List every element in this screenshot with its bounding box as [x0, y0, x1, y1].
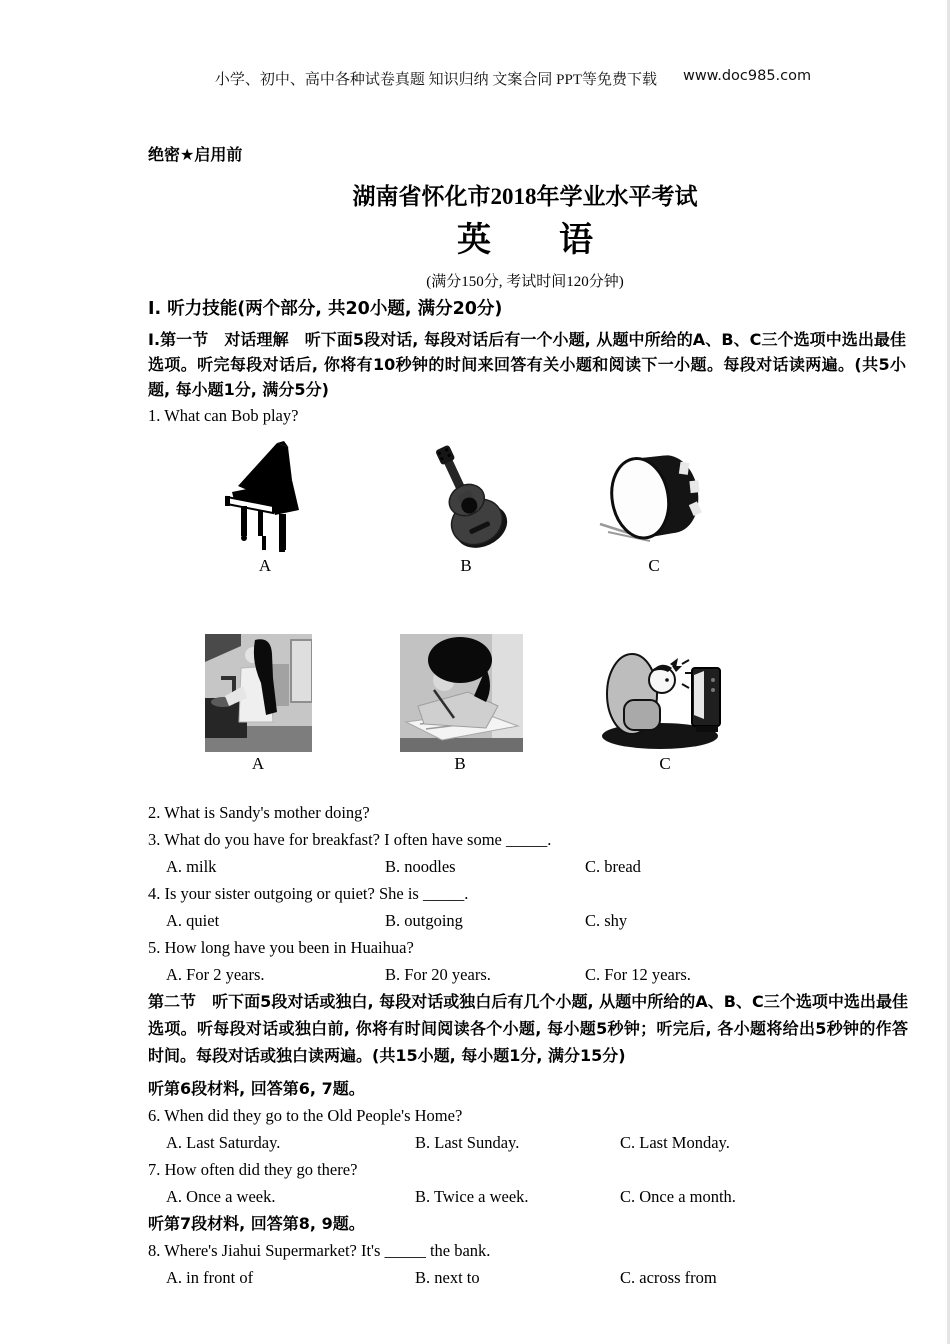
option-b: B. outgoing — [385, 911, 463, 930]
question-8: 8. Where's Jiahui Supermarket? It's _____ the bank. — [148, 1241, 491, 1260]
question-7-options — [148, 1183, 908, 1210]
option-c: C. bread — [585, 857, 641, 876]
question-1: 1. What can Bob play? — [148, 406, 299, 425]
drum-image — [596, 444, 710, 552]
option-b: B. For 20 years. — [385, 965, 491, 984]
child-watching-tv-image — [598, 640, 726, 752]
promo-text: 小学、初中、高中各种试卷真题 知识归纳 文案合同 PPT等免费下载 — [214, 72, 657, 88]
exam-meta: (满分150分, 考试时间120分钟) — [426, 274, 624, 290]
option-label-c: C — [648, 556, 660, 575]
option-b: B. Twice a week. — [415, 1187, 529, 1206]
option-a: A. milk — [166, 857, 217, 876]
question-3: 3. What do you have for breakfast? I often have some _____. — [148, 830, 552, 849]
option-c: C. across from — [620, 1268, 717, 1287]
question-1-image-row — [148, 437, 908, 552]
questions-block — [148, 799, 908, 1291]
question-1-option-labels — [148, 556, 908, 580]
option-b: B. Last Sunday. — [415, 1133, 520, 1152]
material-7-note: 听第7段材料, 回答第8, 9题。 — [148, 1214, 365, 1233]
option-b: B. next to — [415, 1268, 480, 1287]
question-7: 7. How often did they go there? — [148, 1160, 358, 1179]
option-b: B. noodles — [385, 857, 456, 876]
part2-instructions: 第二节 听下面5段对话或独白, 每段对话或独白后有几个小题, 从题中所给的A、B、C三个选项中选出最佳选项。听每段对话或独白前, 你将有时间阅读各个小题, 每小题5秒钟；听完后, 各小题将给出5秒钟的作答时间。每段对话或独白读两遍。(共15小题, 每小题1分, 满分15分) — [148, 992, 908, 1065]
option-label-a: A — [258, 556, 272, 575]
question-6-options — [148, 1129, 908, 1156]
question-2-option-labels — [148, 754, 908, 778]
exam-subject: 英 语 — [457, 222, 593, 259]
question-5-options — [148, 961, 908, 988]
question-2: 2. What is Sandy's mother doing? — [148, 803, 370, 822]
section1-heading: Ⅰ. 听力技能(两个部分, 共20小题, 满分20分) — [148, 299, 503, 319]
question-3-options — [148, 853, 908, 880]
boy-writing-at-desk-image — [400, 634, 523, 752]
question-6: 6. When did they go to the Old People's Home? — [148, 1106, 463, 1125]
question-8-options — [148, 1264, 908, 1291]
guitar-image — [414, 440, 518, 552]
secrecy-label: 绝密★启用前 — [148, 145, 243, 164]
option-label-b: B — [454, 754, 466, 773]
exam-title: 湖南省怀化市2018年学业水平考试 — [352, 184, 698, 209]
option-c: C. shy — [585, 911, 628, 930]
site-header — [0, 68, 950, 89]
option-c: C. Last Monday. — [620, 1133, 730, 1152]
question-4-options — [148, 907, 908, 934]
grand-piano-image — [222, 440, 312, 552]
question-5: 5. How long have you been in Huaihua? — [148, 938, 414, 957]
option-a: A. Last Saturday. — [166, 1133, 281, 1152]
option-label-c: C — [659, 754, 671, 773]
site-url-link[interactable]: www.doc985.com — [682, 68, 812, 84]
question-2-image-row — [148, 632, 908, 752]
option-a: A. Once a week. — [166, 1187, 276, 1206]
option-a: A. For 2 years. — [166, 965, 265, 984]
question-4: 4. Is your sister outgoing or quiet? She is _____. — [148, 884, 469, 903]
woman-washing-dishes-image — [205, 634, 312, 752]
option-label-b: B — [460, 556, 472, 575]
option-a: A. in front of — [166, 1268, 254, 1287]
option-c: C. Once a month. — [620, 1187, 736, 1206]
material-6-note: 听第6段材料, 回答第6, 7题。 — [148, 1079, 365, 1098]
option-c: C. For 12 years. — [585, 965, 691, 984]
part1-instructions: I.第一节 对话理解 听下面5段对话, 每段对话后有一个小题, 从题中所给的A、B、C三个选项中选出最佳选项。听完每段对话后, 你将有10秒钟的时间来回答有关小题和阅读下一小题。每段对话读两遍。(共5小题, 每小题1分, 满分5分) — [148, 330, 906, 399]
option-a: A. quiet — [166, 911, 220, 930]
option-label-a: A — [251, 754, 265, 773]
